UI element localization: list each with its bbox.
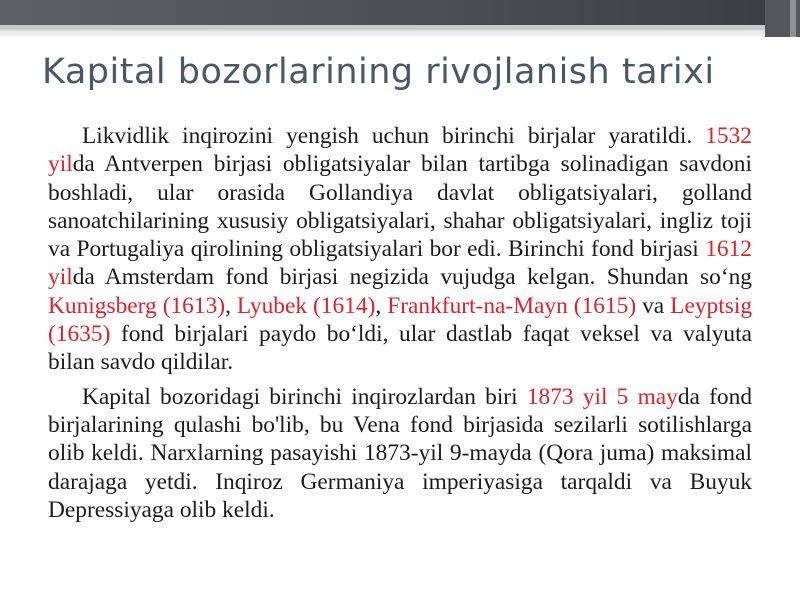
paragraph-2 xyxy=(48,383,752,524)
slide-title: Kapital bozorlarining rivojlanish tarixi xyxy=(42,52,715,92)
paragraph-1-text: , xyxy=(375,292,388,319)
header-band-shadow xyxy=(0,30,765,37)
paragraph-1 xyxy=(48,122,752,377)
paragraph-1-text: Likvidlik inqirozini yengish uchun birinchi birjalar yaratildi. xyxy=(82,123,706,149)
highlight-kunigsberg: Kunigsberg (1613) xyxy=(48,292,226,319)
highlight-year-1532: 1532 yil xyxy=(48,123,752,178)
header-band-dark xyxy=(0,0,800,25)
highlight-date-1873: 1873 yil 5 may xyxy=(526,383,678,410)
highlight-year-1612: 1612 yil xyxy=(48,236,752,291)
paragraph-2-text: da fond birjalarining qulashi bo'lib, bu Vena fond birjasida sezilarli sotilishlarga olib keldi. Narxlarning pasayishi 1873-yil 9-mayda (Qora juma) maksimal darajaga yetdi. Inqiroz Germaniya imperiyasiga tarqaldi va Buyuk Depressiyaga olib keldi. xyxy=(48,383,753,523)
paragraph-1-text: , xyxy=(225,292,237,319)
paragraph-1-text: da Antverpen birjasi obligatsiyalar bilan tartibga solinadigan savdoni boshladi, ular orasida Gollandiya davlat obligatsiyalari, golland sanoatchilarining xususiy obligatsiyalari, shahar obligatsiyalari, ingliz toji va Portugaliya qirolining obligatsiyalari bor edi. Birinchi fond birjasi xyxy=(48,151,752,263)
paragraph-2-text: Kapital bozoridagi birinchi inqirozlardan biri xyxy=(82,383,527,410)
header-corner-stripe xyxy=(790,0,796,37)
highlight-lyubek: Lyubek (1614) xyxy=(236,292,376,319)
paragraph-1-text: fond birjalari paydo bo‘ldi, ular dastlab faqat veksel va valyuta bilan savdo qildilar. xyxy=(48,321,752,376)
highlight-leyptsig: Leyptsig (1635) xyxy=(48,292,753,348)
paragraph-1-text: da Amsterdam fond birjasi negizida vujudga kelgan. Shundan so‘ng xyxy=(72,264,752,291)
highlight-frankfurt: Frankfurt-na-Mayn (1615) xyxy=(387,292,637,319)
slide-body xyxy=(48,122,752,530)
paragraph-1-text: va xyxy=(636,292,671,319)
